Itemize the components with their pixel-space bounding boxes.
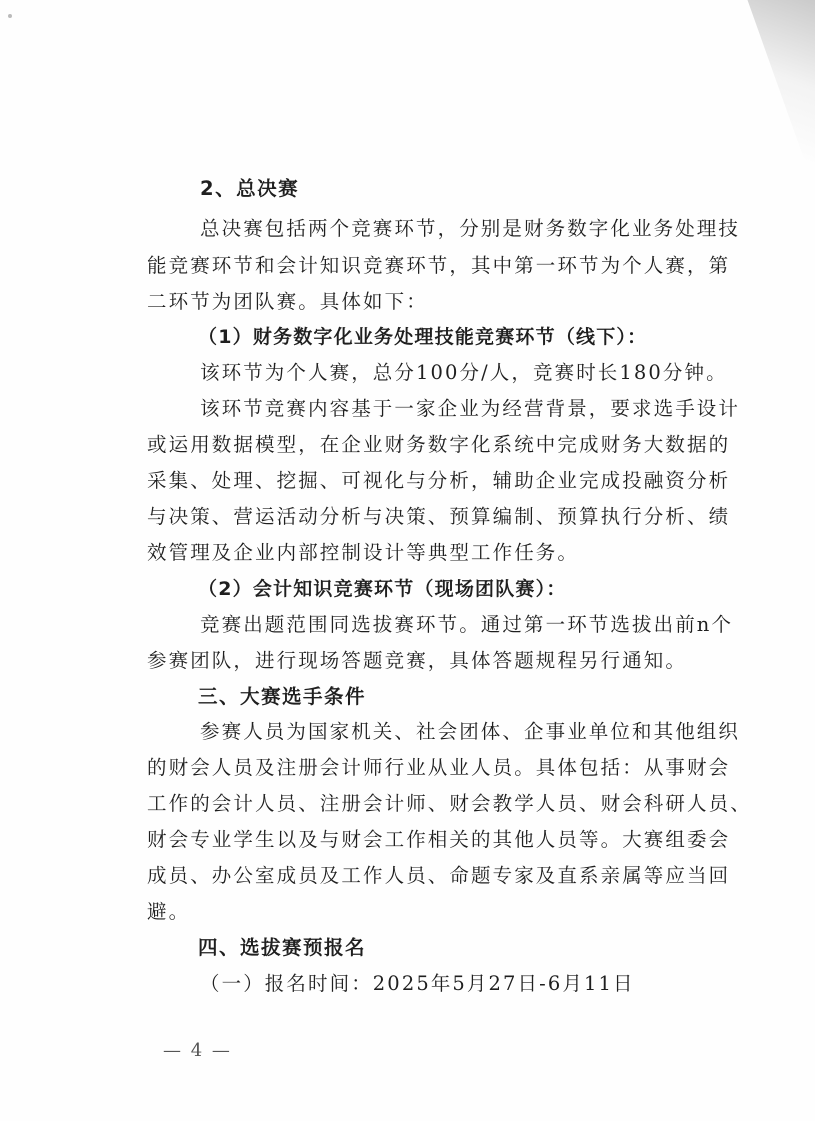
page-corner-fold [725,0,815,190]
paragraph-line: 该环节为个人赛，总分100分/人，竞赛时长180分钟。 [200,361,728,384]
paragraph-line: 二环节为团队赛。具体如下： [147,290,428,313]
paragraph-line: 财会专业学生以及与财会工作相关的其他人员等。大赛组委会 [147,828,731,851]
paragraph-line: 或运用数据模型，在企业财务数字化系统中完成财务大数据的 [147,433,731,456]
paragraph-line: 采集、处理、挖掘、可视化与分析，辅助企业完成投融资分析 [147,469,731,492]
paragraph-line: 参赛团队，进行现场答题竞赛，具体答题规程另行通知。 [147,649,688,672]
paragraph-line: 与决策、营运活动分析与决策、预算编制、预算执行分析、绩 [147,505,731,528]
subheading-digital-skills: （1）财务数字化业务处理技能竞赛环节（线下）： [198,326,648,348]
section-heading-final: 2、总决赛 [200,177,300,200]
paragraph-line: （一）报名时间：2025年5月27日-6月11日 [200,972,635,995]
paragraph-line: 能竞赛环节和会计知识竞赛环节，其中第一环节为个人赛，第 [147,254,731,277]
paragraph-line: 竞赛出题范围同选拔赛环节。通过第一环节选拔出前n个 [200,613,734,636]
paragraph-line: 工作的会计人员、注册会计师、财会教学人员、财会科研人员、 [147,792,752,815]
paragraph-line: 该环节竞赛内容基于一家企业为经营背景，要求选手设计 [200,397,741,420]
section-heading-eligibility: 三、大赛选手条件 [198,685,367,708]
paragraph-line: 成员、办公室成员及工作人员、命题专家及直系亲属等应当回 [147,864,731,887]
paragraph-line: 避。 [147,900,191,923]
paragraph-line: 总决赛包括两个竞赛环节，分别是财务数字化业务处理技 [200,217,741,240]
section-heading-registration: 四、选拔赛预报名 [198,936,367,959]
paragraph-line: 的财会人员及注册会计师行业从业人员。具体包括：从事财会 [147,756,731,779]
paragraph-line: 效管理及企业内部控制设计等典型工作任务。 [147,541,580,564]
scan-speck [8,14,12,18]
page-number: — 4 — [163,1040,232,1061]
paragraph-line: 参赛人员为国家机关、社会团体、企事业单位和其他组织 [200,720,741,743]
subheading-accounting-knowledge: （2）会计知识竞赛环节（现场团队赛）： [198,578,567,600]
